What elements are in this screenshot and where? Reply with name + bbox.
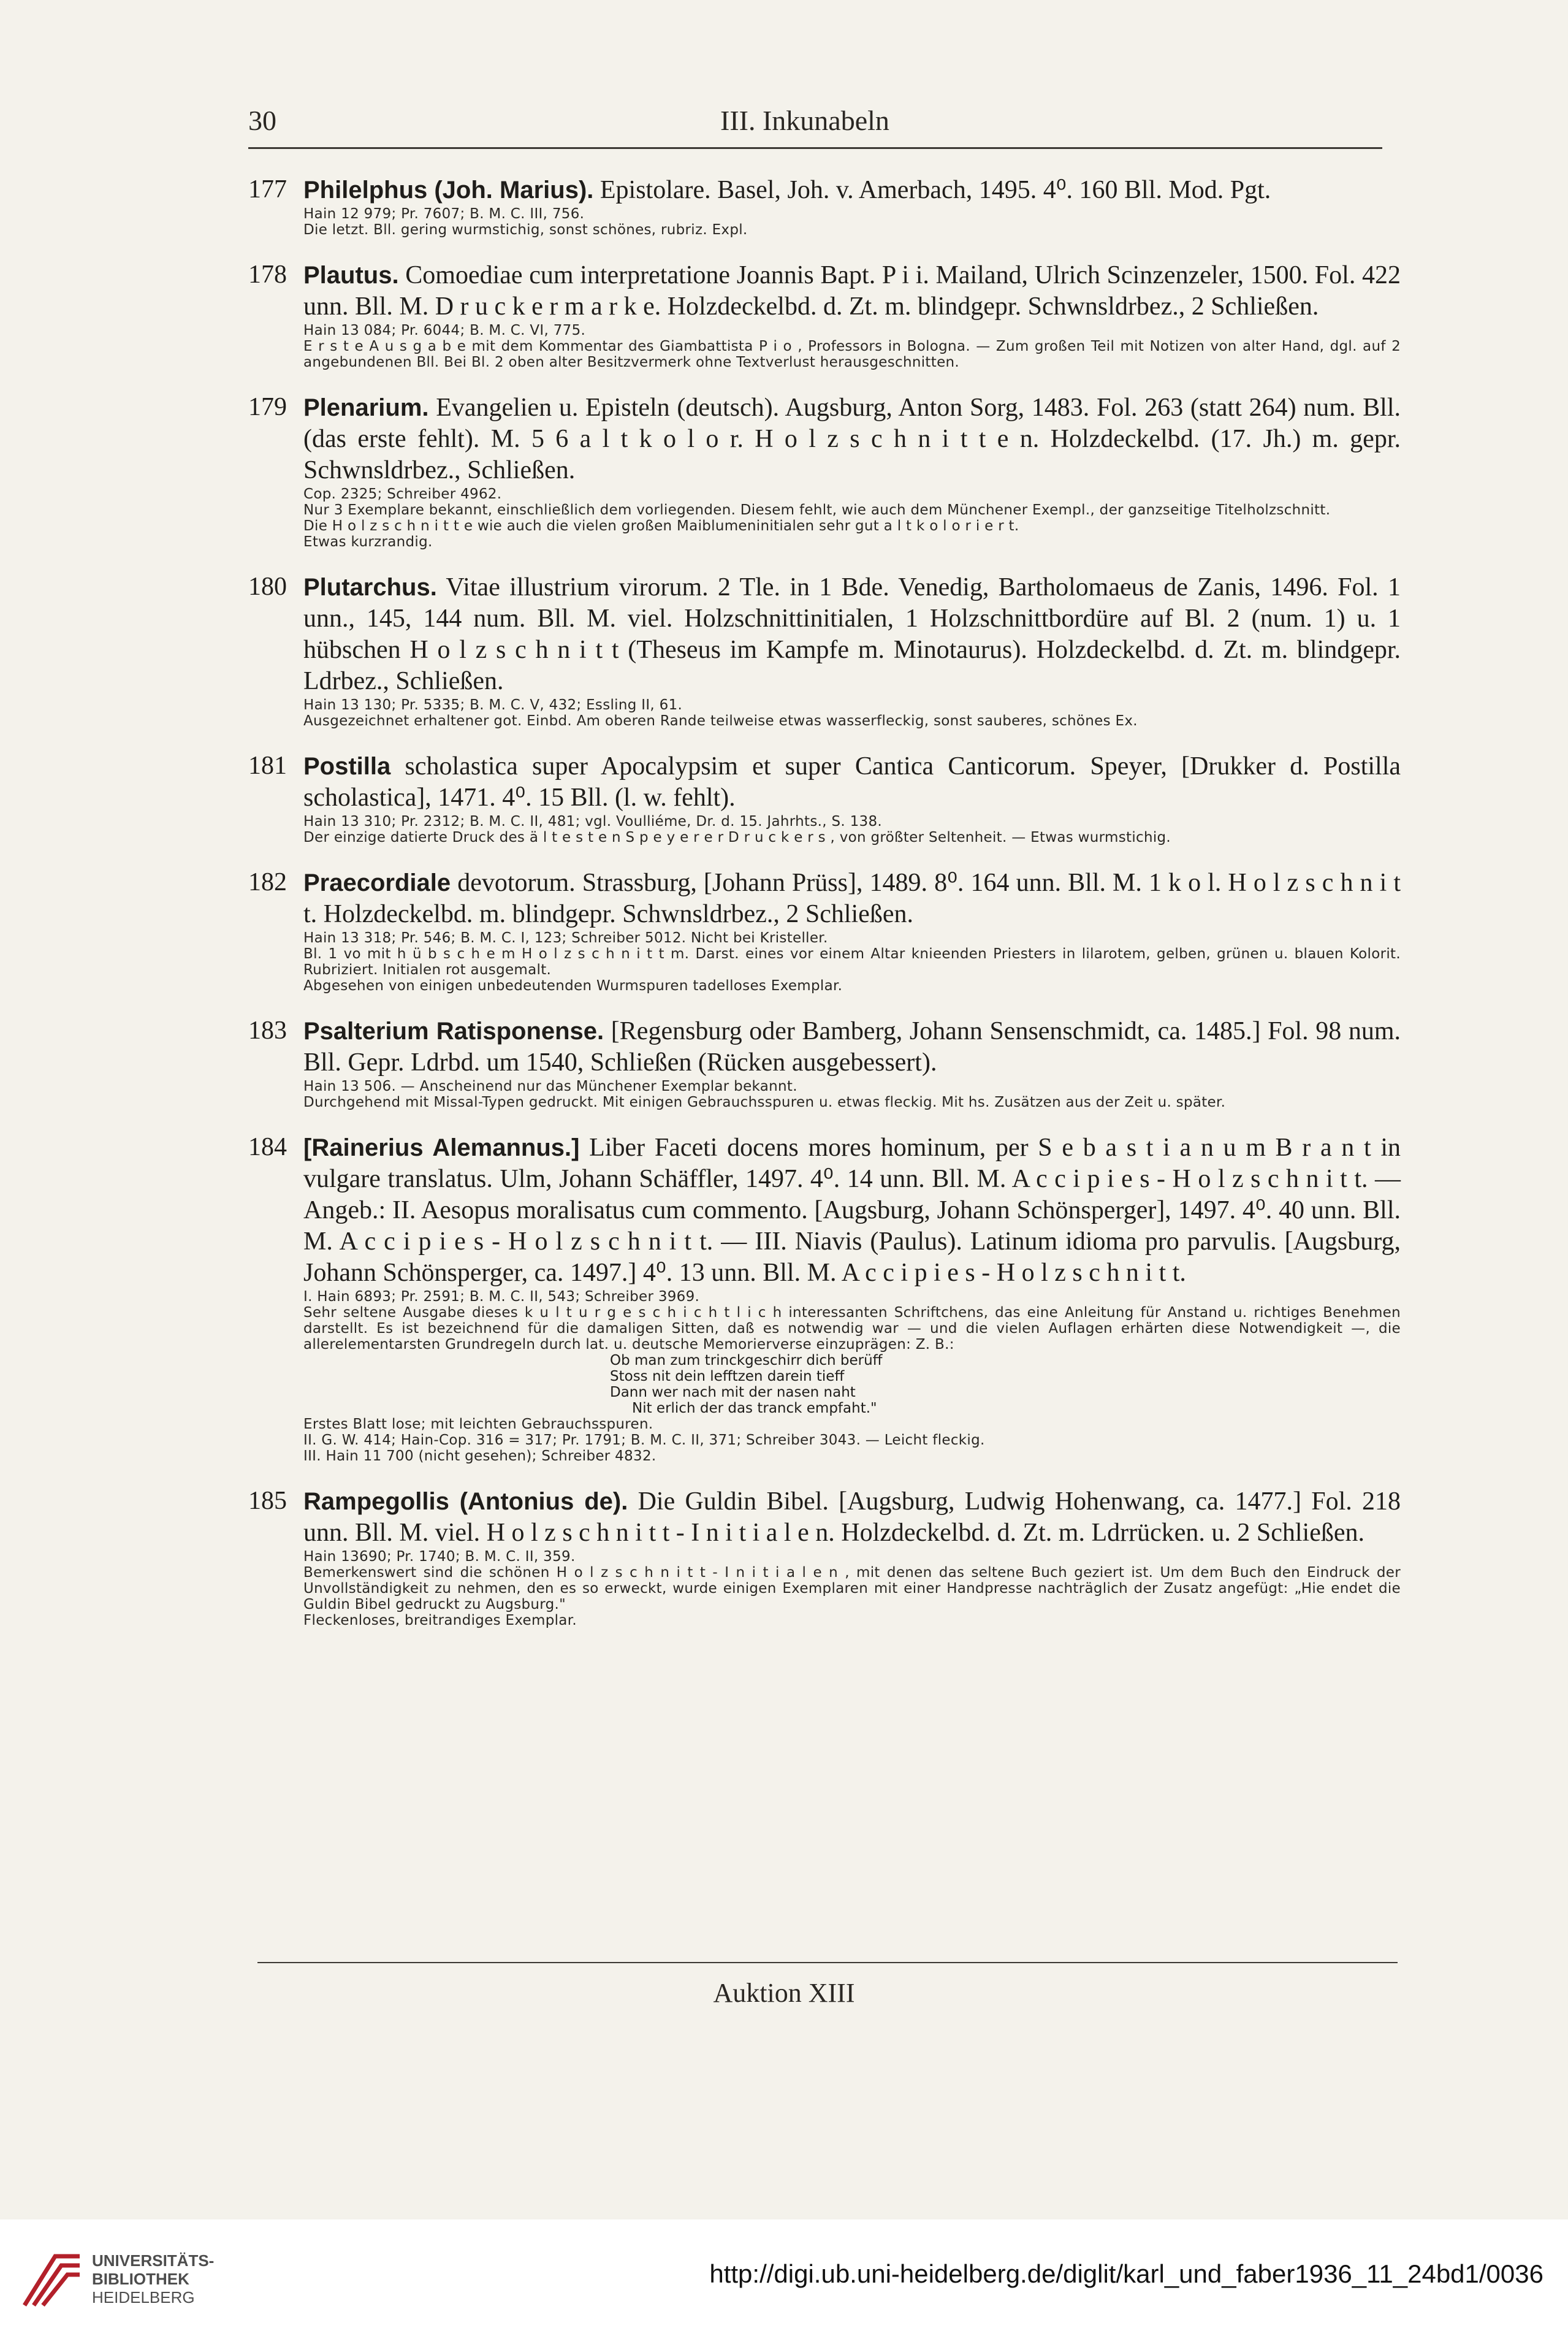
entry-note: Durchgehend mit Missal-Typen gedruckt. Mit einigen Gebrauchsspuren u. etwas fleckig. Mit hs. Zusätzen aus der Zeit u. später. xyxy=(303,1094,1226,1110)
entry-note: II. G. W. 414; Hain-Cop. 316 = 317; Pr. 1791; B. M. C. II, 371; Schreiber 3043. — Leicht fleckig. xyxy=(303,1432,985,1448)
entry-description xyxy=(303,392,1401,486)
entry-description xyxy=(303,1016,1401,1078)
entry-author: Rampegollis (Antonius de). xyxy=(303,1488,628,1515)
entry-author: Praecordiale xyxy=(303,869,451,896)
entry-note: Ausgezeichnet erhaltener got. Einbd. Am oberen Rande teilweise etwas wasserfleckig, sonst sauberes, schönes Ex. xyxy=(303,713,1138,729)
auction-label: Auktion XIII xyxy=(713,1978,855,2008)
entry-note: E r s t e A u s g a b e mit dem Kommentar des Giambattista P i o , Professors in Bologna. — Zum großen Teil mit Notizen von alter Hand, dgl. auf 2 angebundenen Bll. Bei Bl. 2 oben alter Besitzvermerk ohne Textverlust herausgeschnitten. xyxy=(303,338,1401,370)
entry-note: Hain 13 318; Pr. 546; B. M. C. I, 123; Schreiber 5012. Nicht bei Kristeller. xyxy=(303,930,828,946)
entry-body xyxy=(303,751,1401,845)
entry-text: Comoediae cum interpretatione Joannis Bapt. P i i. Mailand, Ulrich Scinzenzeler, 1500. Fol. 422 unn. Bll. M. D r u c k e r m a r k e. Holzdeckelbd. d. Zt. m. blindgepr. Schwnsldrbez., 2 Schließen. xyxy=(303,261,1401,321)
catalog-entry xyxy=(248,392,1401,550)
verse-line: Stoss nit dein lefftzen darein tieff xyxy=(610,1368,845,1384)
library-name-line1: UNIVERSITÄTS- xyxy=(92,2251,215,2270)
entry-note: Bl. 1 vo mit h ü b s c h e m H o l z s c h n i t t m. Darst. eines vor einem Altar knieenden Priesters in lilarotem, gelben, grünen u. blauen Kolorit. Rubriziert. Initialen rot ausgemalt. xyxy=(303,946,1401,978)
entry-number: 183 xyxy=(248,1017,287,1045)
entry-text: Die Guldin Bibel. [Augsburg, Ludwig Hohenwang, ca. 1477.] Fol. 218 unn. Bll. M. viel. H o l z s c h n i t t - I n i t i a l e n. Holzdeckelbd. d. Zt. m. Ldrrücken. u. 2 Schließen. xyxy=(303,1487,1401,1547)
entry-note: Bemerkenswert sind die schönen H o l z s c h n i t t - I n i t i a l e n , mit denen das seltene Buch geziert ist. Um dem Buch den Eindruck der Unvollständigkeit zu nehmen, den es so erweckt, wurde einigen Exemplaren mit einer Handpresse nachträglich der Zusatz angefügt: „Hie endet die Guldin Bibel gedruckt zu Augsburg." xyxy=(303,1565,1401,1612)
entry-text: scholastica super Apocalypsim et super Cantica Canticorum. Speyer, [Drukker d. Postilla scholastica], 1471. 4⁰. 15 Bll. (l. w. fehlt). xyxy=(303,752,1401,812)
entry-body xyxy=(303,175,1401,238)
entry-note: Der einzige datierte Druck des ä l t e s t e n S p e y e r e r D r u c k e r s , von größter Seltenheit. — Etwas wurmstichig. xyxy=(303,830,1171,845)
entry-author: [Rainerius Alemannus.] xyxy=(303,1134,580,1161)
catalog-entry xyxy=(248,1132,1401,1464)
catalog-entry xyxy=(248,751,1401,845)
entry-text: Epistolare. Basel, Joh. v. Amerbach, 1495. 4⁰. 160 Bll. Mod. Pgt. xyxy=(599,176,1271,204)
page-number: 30 xyxy=(248,105,276,136)
entry-author: Plutarchus. xyxy=(303,574,437,601)
entry-number: 178 xyxy=(248,261,287,289)
source-url[interactable]: http://digi.ub.uni-heidelberg.de/diglit/karl_und_faber1936_11_24bd1/0036 xyxy=(709,2259,1543,2288)
entry-note: Abgesehen von einigen unbedeutenden Wurmspuren tadelloses Exemplar. xyxy=(303,978,843,994)
entry-note: Cop. 2325; Schreiber 4962. xyxy=(303,486,502,502)
entry-body xyxy=(303,572,1401,729)
entry-number: 182 xyxy=(248,868,287,896)
entry-body xyxy=(303,1016,1401,1110)
entry-note: I. Hain 6893; Pr. 2591; B. M. C. II, 543; Schreiber 3969. xyxy=(303,1289,700,1305)
entry-note: Die H o l z s c h n i t t e wie auch die vielen großen Maiblumeninitialen sehr gut a l t k o l o r i e r t. xyxy=(303,518,1019,534)
catalog-entry xyxy=(248,175,1401,238)
catalog-entry xyxy=(248,868,1401,994)
entry-number: 181 xyxy=(248,752,287,780)
catalog-entry xyxy=(248,572,1401,729)
entry-description xyxy=(303,751,1401,814)
library-logo-icon xyxy=(18,2247,86,2315)
catalog-entry xyxy=(248,1016,1401,1110)
entry-note: Hain 13690; Pr. 1740; B. M. C. II, 359. xyxy=(303,1549,576,1565)
entry-number: 185 xyxy=(248,1487,287,1515)
verse-line: Dann wer nach mit der nasen naht xyxy=(610,1384,856,1400)
entry-text: [Regensburg oder Bamberg, Johann Sensenschmidt, ca. 1485.] Fol. 98 num. Bll. Gepr. Ldrbd. um 1540, Schließen (Rücken ausgebessert). xyxy=(303,1017,1401,1077)
verse-line: Nit erlich der das tranck empfaht." xyxy=(632,1400,877,1416)
catalog-entry xyxy=(248,1486,1401,1628)
entry-number: 177 xyxy=(248,175,287,204)
entry-author: Postilla xyxy=(303,753,391,780)
entry-note: III. Hain 11 700 (nicht gesehen); Schreiber 4832. xyxy=(303,1448,657,1464)
catalog-entry xyxy=(248,260,1401,370)
entry-text: Liber Faceti docens mores hominum, per S e b a s t i a n u m B r a n t in vulgare translatus. Ulm, Johann Schäffler, 1497. 4⁰. 14 unn. Bll. M. A c c i p i e s - H o l z s c h n i t t. — Angeb.: II. Aesopus moralisatus cum commento. [Augsburg, Johann Schönsperger], 1497. 4⁰. 40 unn. Bll. M. A c c i p i e s - H o l z s c h n i t t. — III. Niavis (Paulus). Latinum idioma pro parvulis. [Augsburg, Johann Schönsperger, ca. 1497.] 4⁰. 13 unn. Bll. M. A c c i p i e s - H o l z s c h n i t t. xyxy=(303,1134,1401,1287)
entry-text: Vitae illustrium virorum. 2 Tle. in 1 Bde. Venedig, Bartholomaeus de Zanis, 1496. Fol. 1 unn., 145, 144 num. Bll. M. viel. Holzschnittinitialen, 1 Holzschnittbordüre auf Bl. 2 (num. 1) u. 1 hübschen H o l z s c h n i t t (Theseus im Kampfe m. Minotaurus). Holzdeckelbd. d. Zt. m. blindgepr. Ldrbez., Schließen. xyxy=(303,573,1401,695)
library-name-line2: BIBLIOTHEK xyxy=(92,2270,189,2288)
entry-description xyxy=(303,1486,1401,1549)
entry-note: Hain 13 310; Pr. 2312; B. M. C. II, 481; vgl. Voulliéme, Dr. d. 15. Jahrhts., S. 138. xyxy=(303,814,882,830)
entry-author: Psalterium Ratisponense. xyxy=(303,1018,604,1045)
library-name-line3: HEIDELBERG xyxy=(92,2288,195,2307)
entry-note: Etwas kurzrandig. xyxy=(303,534,433,550)
verse-quote xyxy=(610,1353,1401,1416)
footer-rule xyxy=(257,1962,1398,1963)
entry-note: Erstes Blatt lose; mit leichten Gebrauchsspuren. xyxy=(303,1416,653,1432)
verse-line: Ob man zum trinckgeschirr dich berüff xyxy=(610,1353,883,1368)
entry-description xyxy=(303,175,1401,206)
entry-number: 179 xyxy=(248,393,287,421)
entry-description xyxy=(303,260,1401,322)
entry-body xyxy=(303,392,1401,550)
entry-note: Hain 12 979; Pr. 7607; B. M. C. III, 756. xyxy=(303,206,585,222)
entry-text: devotorum. Strassburg, [Johann Prüss], 1489. 8⁰. 164 unn. Bll. M. 1 k o l. H o l z s c h n i t t. Holzdeckelbd. m. blindgepr. Schwnsldrbez., 2 Schließen. xyxy=(303,869,1401,928)
entry-note: Fleckenloses, breitrandiges Exemplar. xyxy=(303,1612,577,1628)
entry-body xyxy=(303,260,1401,370)
entry-description xyxy=(303,572,1401,697)
entry-note: Hain 13 130; Pr. 5335; B. M. C. V, 432; Essling II, 61. xyxy=(303,697,683,713)
entry-number: 184 xyxy=(248,1133,287,1161)
entry-author: Plautus. xyxy=(303,262,399,289)
entry-note: Sehr seltene Ausgabe dieses k u l t u r g e s c h i c h t l i c h interessanten Schriftchens, das eine Anleitung für Anstand u. richtiges Benehmen darstellt. Es ist bezeichnend für die damaligen Sitten, daß es notwendig war — und die vielen Auflagen erhärten diese Notwendigkeit —, die allerelementarsten Grundregeln durch lat. u. deutsche Memorierverse einzuprägen: Z. B.: xyxy=(303,1305,1401,1353)
entry-number: 180 xyxy=(248,573,287,601)
entry-body xyxy=(303,868,1401,994)
entry-body xyxy=(303,1486,1401,1628)
entry-note: Hain 13 084; Pr. 6044; B. M. C. VI, 775. xyxy=(303,322,586,338)
entry-description xyxy=(303,1132,1401,1289)
catalog-entries xyxy=(248,175,1401,1651)
entry-note: Hain 13 506. — Anscheinend nur das Münchener Exemplar bekannt. xyxy=(303,1078,797,1094)
entry-author: Philelphus (Joh. Marius). xyxy=(303,177,594,204)
entry-description xyxy=(303,868,1401,930)
section-title: III. Inkunabeln xyxy=(720,105,889,136)
entry-note: Die letzt. Bll. gering wurmstichig, sonst schönes, rubriz. Expl. xyxy=(303,222,748,238)
entry-note: Nur 3 Exemplare bekannt, einschließlich dem vorliegenden. Diesem fehlt, wie auch dem Münchener Exempl., der ganzseitige Titelholzschnitt. xyxy=(303,502,1331,518)
header-rule xyxy=(248,147,1382,149)
library-name xyxy=(92,2251,214,2307)
entry-author: Plenarium. xyxy=(303,394,429,421)
entry-body xyxy=(303,1132,1401,1464)
entry-text: Evangelien u. Episteln (deutsch). Augsburg, Anton Sorg, 1483. Fol. 263 (statt 264) num. Bll. (das erste fehlt). M. 5 6 a l t k o l o r. H o l z s c h n i t t e n. Holzdeckelbd. (17. Jh.) m. gepr. Schwnsldrbez., Schließen. xyxy=(303,394,1401,484)
